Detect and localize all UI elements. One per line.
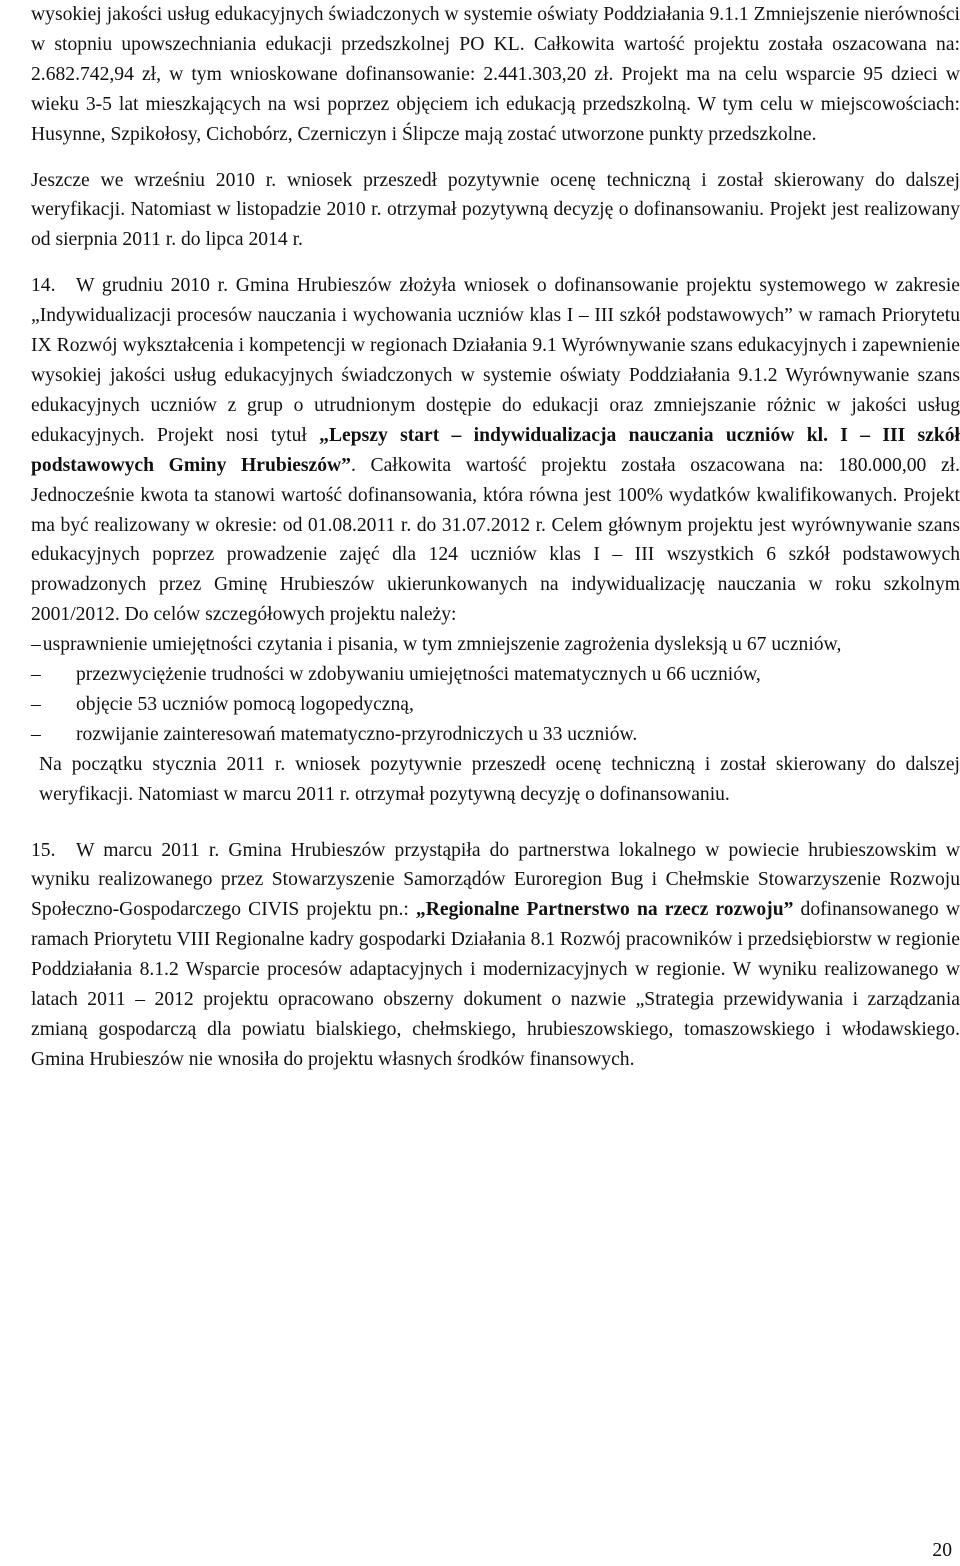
goal-text-1: usprawnienie umiejętności czytania i pisania, w tym zmniejszenie zagrożenia dysleksją u 67 uczniów, xyxy=(42,634,842,656)
list-item xyxy=(31,630,960,660)
list-item xyxy=(31,690,960,720)
item-14-project-title: „Lepszy start – indywidualizacja nauczania uczniów kl. I – III szkół podstawowych Gminy Hrubieszów” xyxy=(31,424,960,476)
list-item xyxy=(31,660,960,690)
page-number: 20 xyxy=(932,1540,952,1561)
dash-marker: – xyxy=(31,723,41,745)
goal-text-2: przezwyciężenie trudności w zdobywaniu umiejętności matematycznych u 66 uczniów, xyxy=(76,664,761,686)
document-page xyxy=(31,0,960,1075)
item-14-closing: Na początku stycznia 2011 r. wniosek pozytywnie przeszedł ocenę techniczną i został skierowany do dalszej weryfikacji. Natomiast w marcu 2011 r. otrzymał pozytywną decyzję o dofinansowaniu. xyxy=(39,753,960,805)
spacer xyxy=(31,255,960,271)
list-item xyxy=(31,720,960,750)
dash-marker: – xyxy=(31,664,41,686)
goal-text-4: rozwijanie zainteresowań matematyczno-przyrodniczych u 33 uczniów. xyxy=(76,723,638,745)
item-15-text-b: dofinansowanego w ramach Priorytetu VIII Regionalne kadry gospodarki Działania 8.1 Rozwój pracowników i przedsiębiorstw w regionie Poddziałania 8.1.2 Wsparcie procesów adaptacyjnych i modernizacyjnych w regionie. W wyniku realizowanego w latach 2011 – 2012 projektu opracowano obszerny dokument o nazwie „Strategia przewidywania i zarządzania zmianą gospodarczą dla powiatu bialskiego, chełmskiego, hrubieszowskiego, tomaszowskiego i włodawskiego. Gmina Hrubieszów nie wnosiła do projektu własnych środków finansowych. xyxy=(31,899,960,1070)
intro-paragraph-2: Jeszcze we wrześniu 2010 r. wniosek przeszedł pozytywnie ocenę techniczną i został skierowany do dalszej weryfikacji. Natomiast w listopadzie 2010 r. otrzymał pozytywną decyzję o dofinansowaniu. Projekt jest realizowany od sierpnia 2011 r. do lipca 2014 r. xyxy=(31,169,960,251)
spacer xyxy=(31,150,960,166)
item-15-project-title: „Regionalne Partnerstwo na rzecz rozwoju” xyxy=(415,899,794,921)
intro-paragraph-1: wysokiej jakości usług edukacyjnych świadczonych w systemie oświaty Poddziałania 9.1.1 Zmniejszenie nierówności w stopniu upowszechniania edukacji przedszkolnej PO KL. Całkowita wartość projektu została oszacowana na: 2.682.742,94 zł, w tym wnioskowane dofinansowanie: 2.441.303,20 zł. Projekt ma na celu wsparcie 95 dzieci w wieku 3-5 lat mieszkających na wsi poprzez objęciem ich edukacją przedszkolną. W tym celu w miejscowościach: Husynne, Szpikołosy, Cichobórz, Czerniczyn i Ślipcze mają zostać utworzone punkty przedszkolne. xyxy=(31,4,960,145)
item-15-paragraph xyxy=(31,836,960,1075)
goal-text-3: objęcie 53 uczniów pomocą logopedyczną, xyxy=(76,693,414,715)
item-14-paragraph xyxy=(31,271,960,630)
item-15-number: 15. xyxy=(31,839,56,861)
dash-marker: – xyxy=(31,634,41,656)
item-15-text-a: W marcu 2011 r. Gmina Hrubieszów przystąpiła do partnerstwa lokalnego w powiecie hrubieszowskim w wyniku realizowanego przez Stowarzyszenie Samorządów Euroregion Bug i Chełmskie Stowarzyszenie Rozwoju Społeczno-Gospodarczego CIVIS projektu pn.: xyxy=(31,839,960,921)
dash-marker: – xyxy=(31,693,41,715)
item-14-number: 14. xyxy=(31,275,56,297)
item-14-text-a: W grudniu 2010 r. Gmina Hrubieszów złożyła wniosek o dofinansowanie projektu systemowego w zakresie „Indywidualizacji procesów nauczania i wychowania uczniów klas I – III szkół podstawowych” w ramach Priorytetu IX Rozwój wykształcenia i kompetencji w regionach Działania 9.1 Wyrównywanie szans edukacyjnych i zapewnienie wysokiej jakości usług edukacyjnych świadczonych w systemie oświaty Poddziałania 9.1.2 Wyrównywanie szans edukacyjnych uczniów z grup o utrudnionym dostępie do edukacji oraz zmniejszanie różnic w jakości usług edukacyjnych. Projekt nosi tytuł xyxy=(31,275,960,446)
item-14-text-b: . Całkowita wartość projektu została oszacowana na: 180.000,00 zł. Jednocześnie kwota ta stanowi wartość dofinansowania, która równa jest 100% wydatków kwalifikowanych. Projekt ma być realizowany w okresie: od 01.08.2011 r. do 31.07.2012 r. Celem głównym projektu jest wyrównywanie szans edukacyjnych poprzez prowadzenie zajęć dla 124 uczniów klas I – III wszystkich 6 szkół podstawowych prowadzonych przez Gminę Hrubieszów ukierunkowanych na indywidualizację nauczania w roku szkolnym 2001/2012. Do celów szczegółowych projektu należy: xyxy=(31,454,960,626)
spacer xyxy=(31,810,960,836)
item-14-goals-list xyxy=(31,630,960,750)
